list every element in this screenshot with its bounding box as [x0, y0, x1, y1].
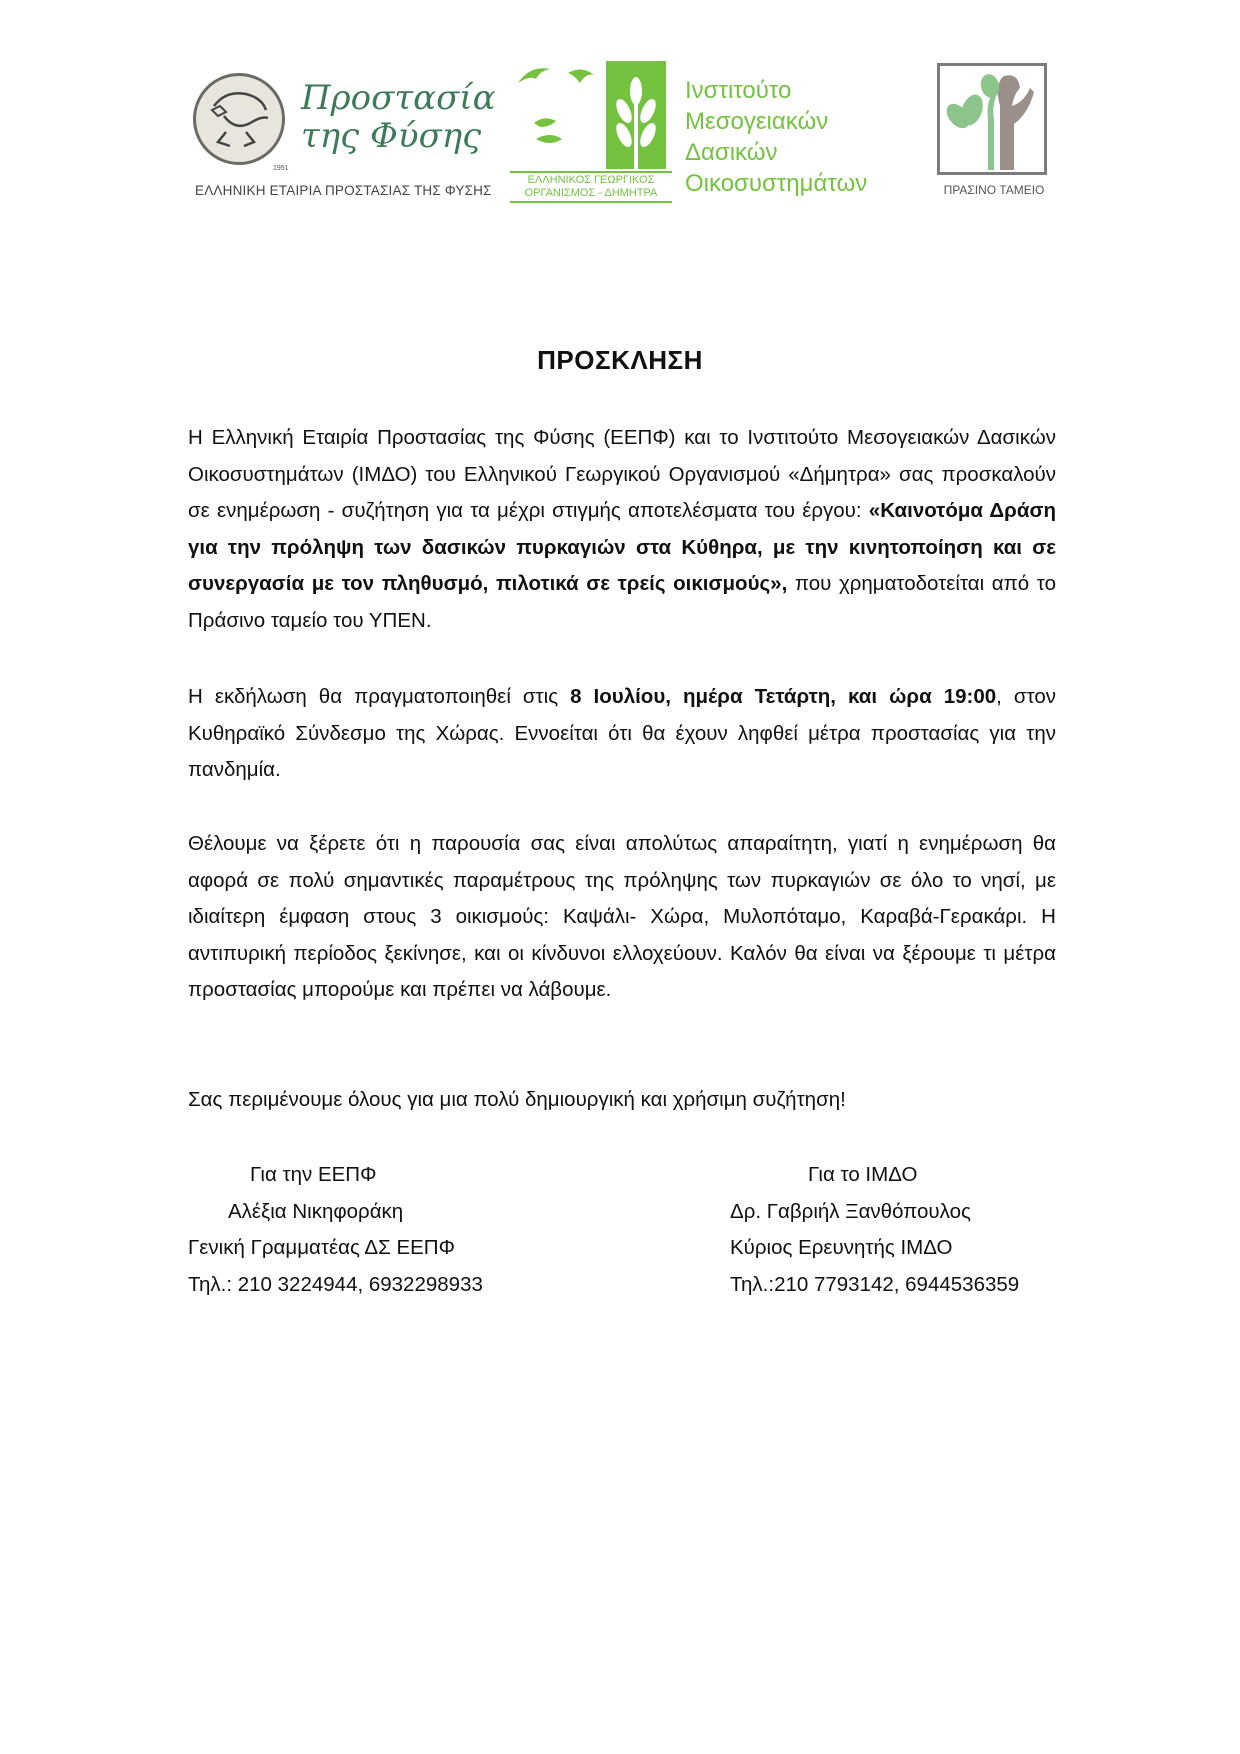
signature-imdo: [730, 1157, 1019, 1303]
imdo-name-line: Μεσογειακών: [685, 108, 829, 135]
event-intro: Η εκδήλωση θα πραγματοποιηθεί στις: [188, 685, 571, 708]
org-line-1: ΕΛΛΗΝΙΚΟΣ ΓΕΩΡΓΙΚΟΣ: [527, 174, 655, 186]
invitation-funding: που χρηματοδοτείται από το Πράσινο ταμείο του ΥΠΕΝ.: [188, 572, 1056, 632]
project-title: «Καινοτόμα Δράση για την πρόληψη των δασικών πυρκαγιών στα Κύθηρα, με την κινητοποίηση και σε συνεργασία με τον πληθυσμό, πιλοτικά σε τρείς οικισμούς»,: [188, 499, 1056, 595]
founding-year: 1951: [273, 165, 289, 172]
event-datetime: 8 Ιουλίου, ημέρα Τετάρτη, και ώρα 19:00: [570, 685, 997, 708]
prasino-tameio-logo: [935, 61, 1055, 201]
eepf-subtitle: ΕΛΛΗΝΙΚΗ ΕΤΑΙΡΙΑ ΠΡΟΣΤΑΣΙΑΣ ΤΗΣ ΦΥΣΗΣ: [195, 183, 492, 198]
signature-phone: Τηλ.:210 7793142, 6944536359: [730, 1272, 1020, 1296]
signature-for: Για την ΕΕΠΦ: [250, 1163, 377, 1186]
paragraph-closing: Σας περιμένουμε όλους για μια πολύ δημιουργική και χρήσιμη συζήτηση!: [188, 1088, 846, 1111]
imdo-logo: [510, 61, 890, 201]
imdo-name-line: Ινστιτούτο: [685, 77, 792, 104]
wordmark-line-1: Προστασία: [301, 78, 496, 118]
wordmark-line-2: της Φύσης: [301, 116, 482, 156]
document-title: ΠΡΟΣΚΛΗΣΗ: [537, 345, 703, 375]
paragraph-event-details: [188, 679, 1056, 789]
signature-role: Γενική Γραμματέας ΔΣ ΕΕΠΦ: [188, 1236, 455, 1259]
paragraph-importance: Θέλουμε να ξέρετε ότι η παρουσία σας είναι απολύτως απαραίτητη, γιατί η ενημέρωση θα αφορά σε πολύ σημαντικές παραμέτρους της πρόληψης των πυρκαγιών σε όλο το νησί, με ιδιαίτερη έμφαση στους 3 οικισμούς: Καψάλι- Χώρα, Μυλοπόταμο, Καραβά-Γερακάρι. Η αντιπυρική περίοδος ξεκίνησε, και οι κίνδυνοι ελλοχεύουν. Καλόν θα είναι να ξέρουμε τι μέτρα προστασίας μπορούμε και πρέπει να λάβουμε.: [188, 832, 1056, 1001]
tree-icon: [937, 63, 1047, 175]
signature-eepf: [188, 1157, 483, 1303]
logo-header: [0, 55, 1240, 205]
elgo-demeter-label: [510, 171, 672, 203]
prasino-tameio-caption: ΠΡΑΣΙΝΟ ΤΑΜΕΙΟ: [943, 183, 1045, 197]
eepf-logo: [193, 65, 496, 205]
imdo-name-line: Δασικών: [685, 139, 778, 166]
imdo-name: [685, 75, 867, 199]
signature-name: Δρ. Γαβριήλ Ξανθόπουλος: [730, 1199, 971, 1223]
signature-name: Αλέξια Νικηφοράκη: [228, 1199, 404, 1223]
org-line-2: ΟΡΓΑΝΙΣΜΟΣ - ΔΗΜΗΤΡΑ: [524, 187, 658, 199]
ibex-coin-icon: [193, 73, 285, 165]
signature-role: Κύριος Ερευνητής ΙΜΔΟ: [730, 1236, 953, 1259]
paragraph-invitation: [188, 420, 1056, 639]
signature-for: Για το ΙΜΔΟ: [808, 1163, 918, 1186]
imdo-name-line: Οικοσυστημάτων: [685, 170, 868, 197]
invitation-intro: Η Ελληνική Εταιρία Προστασίας της Φύσης (ΕΕΠΦ) και το Ινστιτούτο Μεσογειακών Δασικών Οικοσυστημάτων (ΙΜΔΟ) του Ελληνικού Γεωργικού Οργανισμού «Δήμητρα» σας προσκαλούν σε ενημέρωση - συζήτηση για τα μέχρι στιγμής αποτελέσματα του έργου:: [188, 426, 1056, 522]
signature-phone: Τηλ.: 210 3224944, 6932298933: [188, 1272, 483, 1296]
event-location: , στον Κυθηραϊκό Σύνδεσμο της Χώρας. Εννοείται ότι θα έχουν ληφθεί μέτρα προστασίας για την πανδημία.: [188, 685, 1056, 781]
eepf-wordmark: [301, 79, 496, 155]
demeter-emblem-icon: [510, 61, 670, 171]
